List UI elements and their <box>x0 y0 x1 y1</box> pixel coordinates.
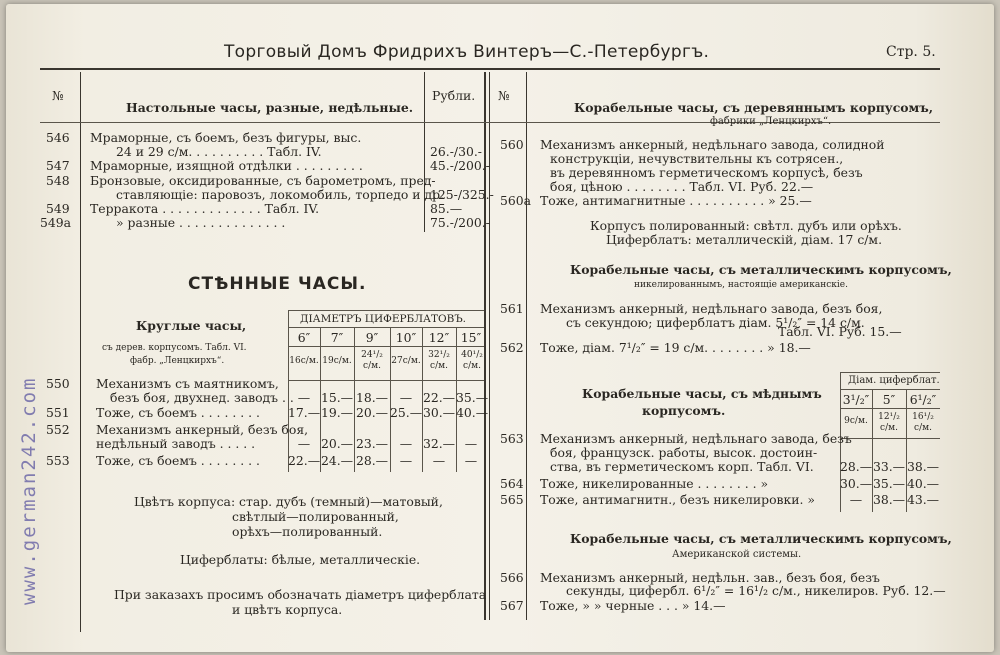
row-text: недѣльный заводъ . . . . . <box>96 436 256 451</box>
row-text: Тоже, антимагнитные . . . . . . . . . . » 25.— <box>540 193 812 208</box>
size-header: 6″ <box>297 330 311 345</box>
row-no: 548 <box>46 173 70 188</box>
sec4-sub: Американской системы. <box>672 549 802 560</box>
size-header: 15″ <box>460 330 482 345</box>
cm-header: 19с/м. <box>322 356 352 366</box>
cell: 17.— <box>288 405 321 420</box>
cell: — <box>849 492 863 507</box>
cell: 20.— <box>320 436 354 451</box>
wall-note: Циферблаты: бѣлые, металлическіе. <box>180 552 421 567</box>
cell: — <box>464 436 478 451</box>
cell: 40.— <box>906 476 940 491</box>
row-text: » разные . . . . . . . . . . . . . . <box>116 215 286 230</box>
row-price: 45.-/200.- <box>430 158 490 173</box>
row-text: Механизмъ анкерный, безъ боя, <box>96 422 309 437</box>
page-header-title: Торговый Домъ Фридрихъ Винтеръ—С.-Петербургъ. <box>224 42 710 62</box>
diam-header: ДІАМЕТРЪ ЦИФЕРБЛАТОВЪ. <box>300 313 466 325</box>
cell: 18.— <box>355 390 389 405</box>
cell: 22.— <box>288 453 321 468</box>
cell: 23.— <box>355 436 389 451</box>
row-no: 564 <box>500 476 524 491</box>
sec2-title: Корабельные часы, съ металлическимъ корпусомъ, <box>570 262 952 277</box>
diam-rule <box>288 327 484 328</box>
row-no: 552 <box>46 422 70 437</box>
catalog-page <box>6 4 994 652</box>
cell: 35.— <box>456 390 489 405</box>
row-text: Тоже, съ боемъ . . . . . . . . <box>96 453 260 468</box>
size-header: 12″ <box>428 330 450 345</box>
diam-rule <box>288 346 484 347</box>
diam-rule <box>288 380 484 381</box>
row-text: боя, французск. работы, высок. достоин- <box>550 445 818 460</box>
left-price-divider <box>424 72 425 232</box>
header-rule <box>40 68 940 70</box>
table-clocks-title: Настольные часы, разные, недѣльные. <box>126 100 414 115</box>
row-text: Механизмъ анкерный, недѣльнаго завода, солидной <box>540 137 885 152</box>
row-text: Мраморные, съ боемъ, безъ фигуры, выс. <box>90 130 362 145</box>
row-no: 546 <box>46 130 70 145</box>
sec1-note: Циферблатъ: металлическій, діам. 17 с/м. <box>606 232 883 247</box>
sec1-note: Корпусъ полированный: свѣтл. дубъ или орѣхъ. <box>590 218 902 233</box>
wall-sub1: съ дерев. корпусомъ. Табл. VI. <box>102 343 247 353</box>
row-text: Тоже, » » черные . . . » 14.— <box>540 598 726 613</box>
row-text: Механизмъ анкерный, недѣльн. зав., безъ боя, безъ <box>540 570 880 585</box>
sec3-rule <box>840 372 940 373</box>
sec1-sub: фабрики „Ленцкирхъ“. <box>710 116 832 127</box>
wall-sub2: фабр. „Ленцкирхъ“. <box>130 356 225 366</box>
cm-header: 40¹/₂ с/м. <box>461 350 483 371</box>
cell: 40.— <box>456 405 489 420</box>
row-text: Механизмъ анкерный, недѣльнаго завода, безъ боя, <box>540 301 883 316</box>
row-text: Бронзовые, оксидированные, съ барометромъ, пред- <box>90 173 436 188</box>
cell: 35.— <box>872 476 906 491</box>
sec3-title-2: корпусомъ. <box>642 403 726 418</box>
row-no: 567 <box>500 598 524 613</box>
size-header: 5″ <box>882 392 896 407</box>
cell: — <box>432 453 446 468</box>
left-header-rule <box>40 122 490 123</box>
row-price: 75.-/200.- <box>430 215 490 230</box>
row-text: Терракота . . . . . . . . . . . . . Табл. IV. <box>90 201 320 216</box>
row-text: Табл. VI. Руб. 15.— <box>778 324 902 339</box>
row-text: съ секундою; циферблатъ діам. 5¹/₂″ = 14 с/м. <box>566 315 865 330</box>
center-divider-2 <box>489 72 490 620</box>
size-header: 10″ <box>395 330 417 345</box>
wall-note: и цвѣтъ корпуса. <box>232 602 343 617</box>
left-col-no: № <box>52 88 64 103</box>
left-col-price: Рубли. <box>432 88 476 103</box>
row-no: 550 <box>46 376 70 391</box>
wall-note: свѣтлый—полированный, <box>232 509 399 524</box>
cell: 22.— <box>422 390 456 405</box>
row-text: Мраморные, изящной отдѣлки . . . . . . . . . <box>90 158 363 173</box>
cell: 20.— <box>355 405 389 420</box>
row-no: 565 <box>500 492 524 507</box>
sec3-rule <box>840 389 940 390</box>
sec3-diam-header: Діам. циферблат. <box>848 375 940 386</box>
row-text: въ деревянномъ герметическомъ корпусѣ, безъ <box>550 165 863 180</box>
row-text: Механизмъ съ маятникомъ, <box>96 376 279 391</box>
row-text: Тоже, никелированные . . . . . . . . » <box>540 476 769 491</box>
cm-header: 12¹/₂ с/м. <box>878 412 900 433</box>
row-no: 551 <box>46 405 70 420</box>
row-text: боя, цѣною . . . . . . . . Табл. VI. Руб. 22.— <box>550 179 814 194</box>
cell: — <box>297 390 311 405</box>
page-number: Стр. 5. <box>886 44 936 60</box>
wall-note: При заказахъ просимъ обозначать діаметръ циферблата <box>114 587 487 602</box>
cm-header: 32¹/₂ с/м. <box>428 350 450 371</box>
sec1-title: Корабельные часы, съ деревяннымъ корпусомъ, <box>574 100 934 115</box>
center-divider <box>484 72 486 620</box>
row-no: 561 <box>500 301 524 316</box>
cell: 19.— <box>320 405 354 420</box>
cell: 30.— <box>422 405 456 420</box>
wall-note: орѣхъ—полированный. <box>232 524 383 539</box>
cell: 32.— <box>422 436 456 451</box>
cm-header: 16с/м. <box>289 356 319 366</box>
website-watermark: www.german242.com <box>18 376 40 605</box>
right-col-no: № <box>498 88 510 103</box>
cell: — <box>399 453 413 468</box>
row-no: 562 <box>500 340 524 355</box>
row-text: Тоже, діам. 7¹/₂″ = 19 с/м. . . . . . . . » 18.— <box>540 340 811 355</box>
row-no: 560a <box>500 193 532 208</box>
wall-clocks-title: СТѢННЫЕ ЧАСЫ. <box>188 274 367 294</box>
cell: — <box>464 453 478 468</box>
cm-header: 16¹/₂ с/м. <box>912 412 934 433</box>
cell: 28.— <box>840 459 873 474</box>
size-header: 7″ <box>330 330 344 345</box>
row-text: безъ боя, двухнед. заводъ . . <box>110 390 294 405</box>
cell: 38.— <box>906 459 940 474</box>
cell: — <box>399 390 413 405</box>
cell: 15.— <box>320 390 354 405</box>
row-no: 549a <box>40 215 72 230</box>
row-price: 125-/325.- <box>430 187 494 202</box>
cell: 43.— <box>906 492 940 507</box>
row-text: ставляющіе: паровозъ, локомобиль, торпедо и др. <box>116 187 444 202</box>
left-no-divider <box>80 72 81 632</box>
row-no: 547 <box>46 158 70 173</box>
cell: 38.— <box>872 492 906 507</box>
wall-subtitle: Круглые часы, <box>136 318 247 333</box>
cm-header: 24¹/₂ с/м. <box>361 350 383 371</box>
right-no-divider <box>526 72 527 620</box>
sec4-title: Корабельные часы, съ металлическимъ корпусомъ, <box>570 531 952 546</box>
sec2-sub: никелированнымъ, настоящіе американскіе. <box>634 280 848 290</box>
row-text: ства, въ герметическомъ корп. Табл. VI. <box>550 459 814 474</box>
cell: 33.— <box>872 459 906 474</box>
wall-note: Цвѣтъ корпуса: стар. дубъ (темный)—матовый, <box>134 494 443 509</box>
diam-top-rule <box>288 310 484 311</box>
cm-header: 27с/м. <box>391 356 421 366</box>
row-text: конструкціи, нечувствительны къ сотрясен., <box>550 151 844 166</box>
row-text: Тоже, съ боемъ . . . . . . . . <box>96 405 260 420</box>
row-no: 560 <box>500 137 524 152</box>
cell: 25.— <box>390 405 423 420</box>
cell: — <box>399 436 413 451</box>
row-price: 26.-/30.- <box>430 144 482 159</box>
row-no: 563 <box>500 431 524 446</box>
row-price: 85.— <box>430 201 463 216</box>
cm-header: 9с/м. <box>844 416 868 426</box>
row-no: 566 <box>500 570 524 585</box>
cell: 24.— <box>320 453 354 468</box>
cell: — <box>297 436 311 451</box>
sec3-rule <box>840 408 940 409</box>
size-header: 9″ <box>365 330 379 345</box>
size-header: 3¹/₂″ <box>842 392 870 407</box>
row-text: Тоже, антимагнитн., безъ никелировки. » <box>540 492 815 507</box>
row-text: Механизмъ анкерный, недѣльнаго завода, безъ <box>540 431 852 446</box>
row-no: 549 <box>46 201 70 216</box>
size-header: 6¹/₂″ <box>909 392 937 407</box>
row-no: 553 <box>46 453 70 468</box>
row-text: 24 и 29 с/м. . . . . . . . . . Табл. IV. <box>116 144 322 159</box>
sec3-rule <box>840 438 940 439</box>
sec3-title: Корабельные часы, съ мѣднымъ <box>582 386 822 401</box>
row-text: секунды, цифербл. 6¹/₂″ = 16¹/₂ с/м., никелиров. Руб. 12.— <box>566 583 946 598</box>
cell: 28.— <box>355 453 389 468</box>
cell: 30.— <box>840 476 873 491</box>
